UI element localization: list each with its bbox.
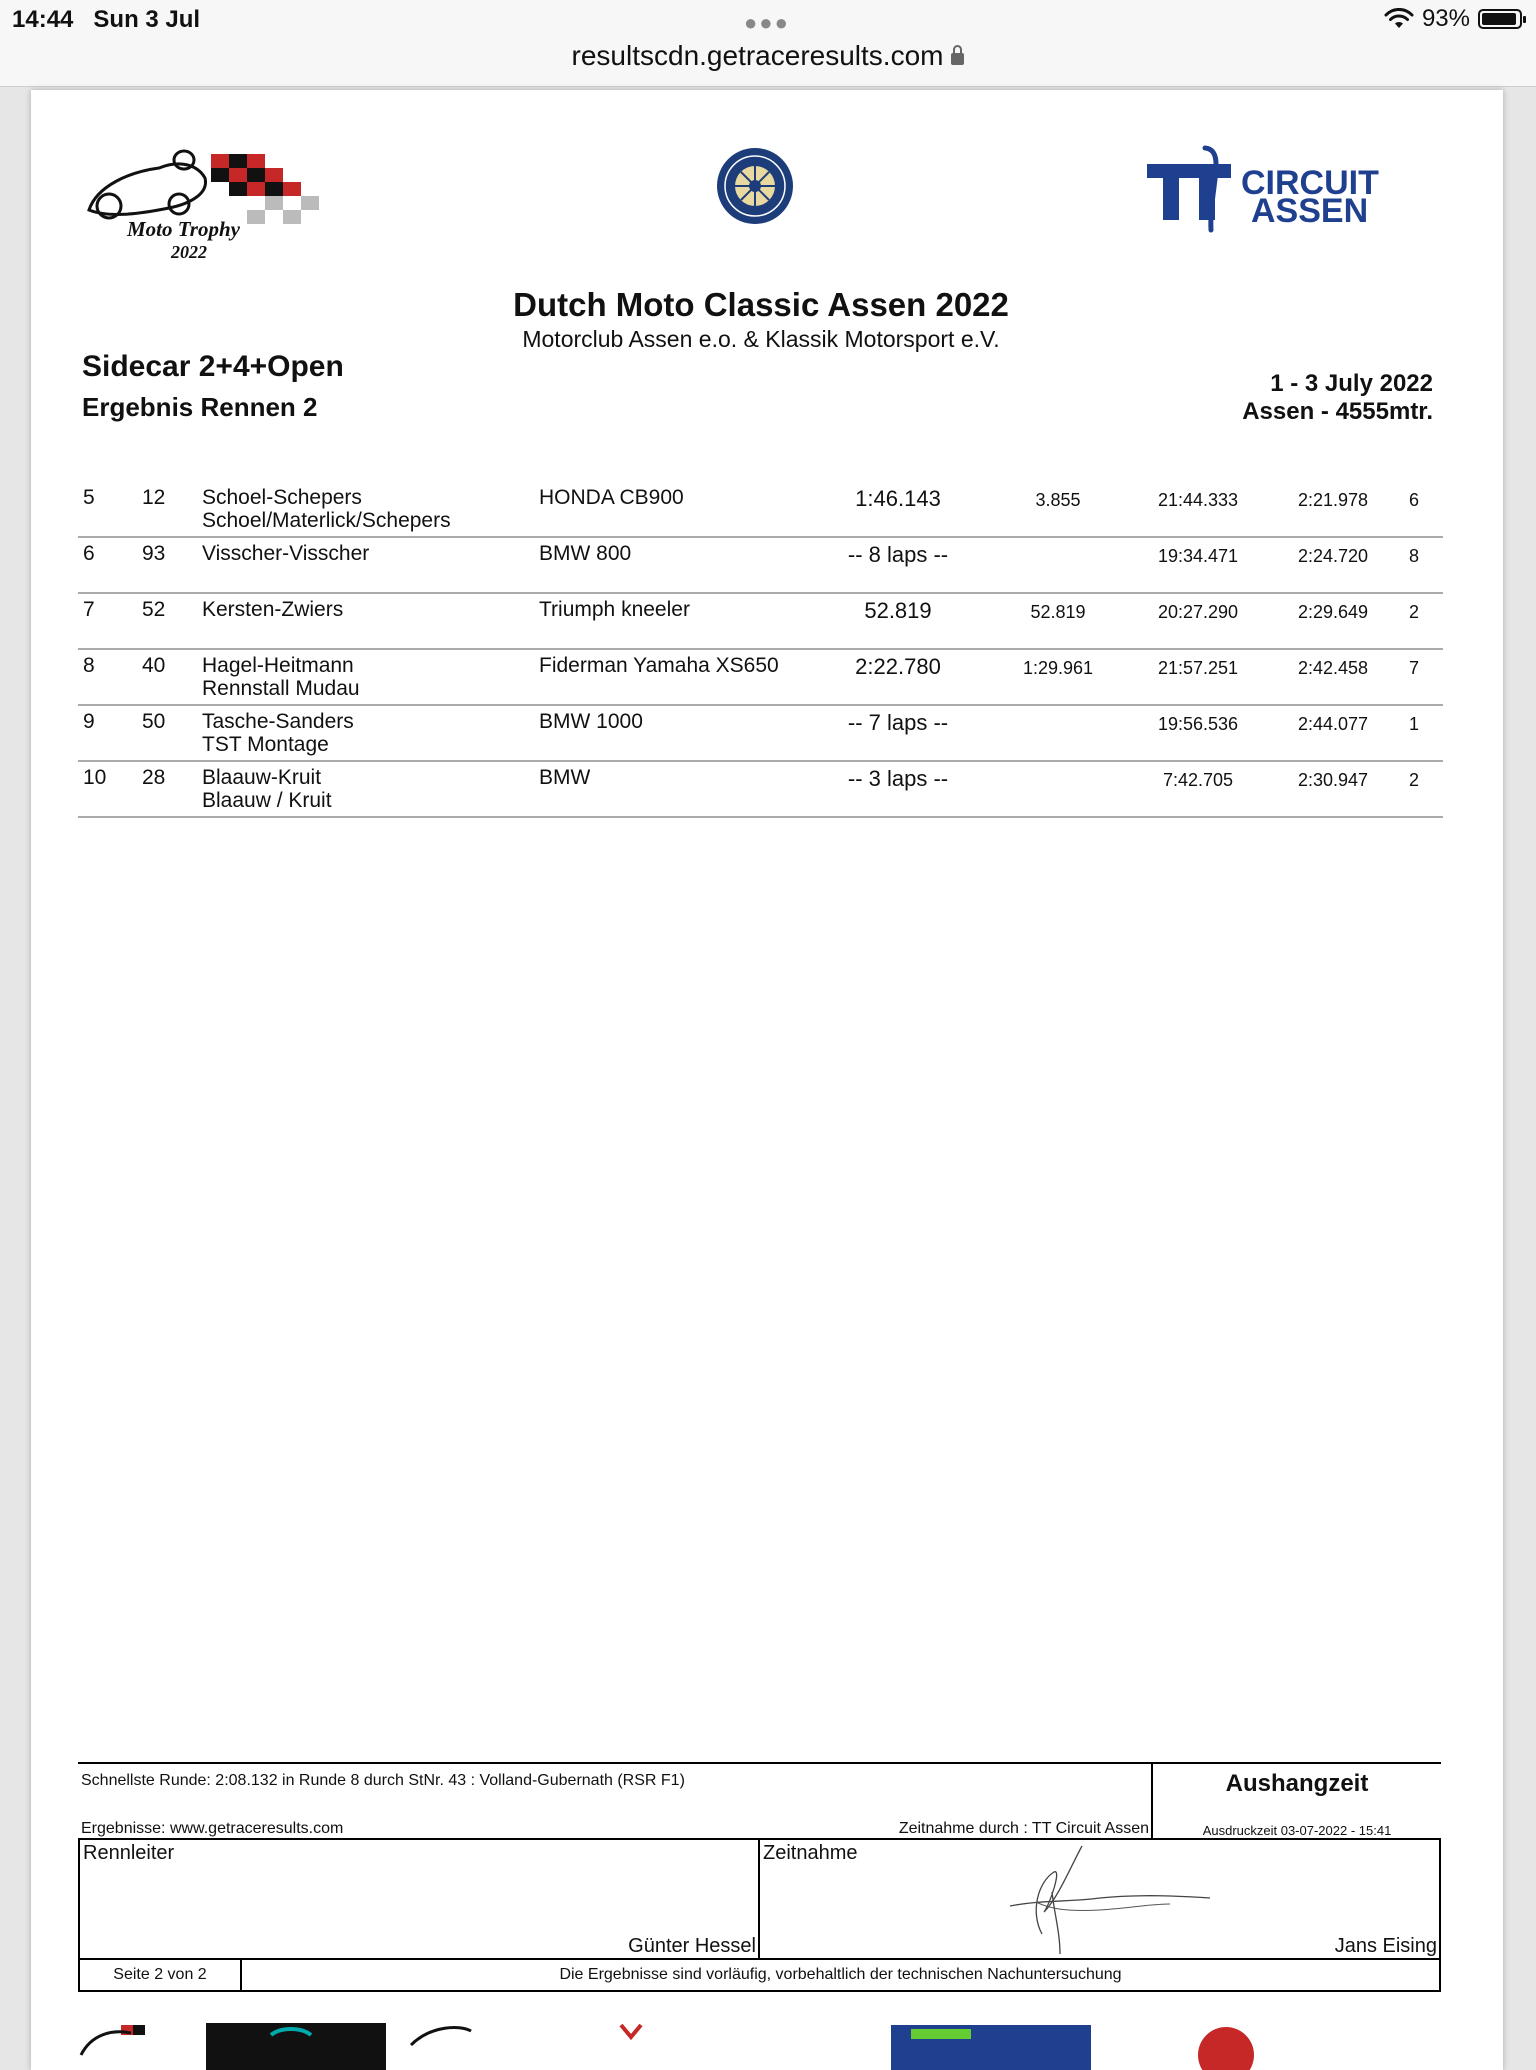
moto-trophy-logo (79, 138, 339, 268)
results-table (78, 482, 1443, 818)
team-name: TST Montage (202, 733, 329, 756)
total-time: 7:42.705 (1162, 770, 1234, 790)
best-lap: 2:24.720 (1297, 546, 1369, 566)
best-lap-number: 2 (1408, 770, 1419, 790)
sheet-footer (78, 1762, 1441, 1992)
tt-circuit-assen-logo (1145, 144, 1435, 236)
assen-text: ASSEN (1251, 192, 1369, 230)
team-name: Blaauw / Kruit (202, 789, 332, 812)
moto-trophy-year: 2022 (171, 242, 207, 262)
result-sheet (31, 90, 1503, 2070)
posting-time-box (1151, 1764, 1441, 1838)
sponsor-logo-round (1198, 2027, 1254, 2070)
results-website: Ergebnisse: www.getraceresults.com (81, 1820, 344, 1837)
timekeeper-name: Jans Eising (1334, 1935, 1437, 1957)
print-time: Ausdruckzeit 03-07-2022 - 15:41 (1202, 1823, 1392, 1838)
rider-names: Schoel-Schepers Schoel/Materlick/Schepers (202, 486, 451, 532)
timing-box (760, 1840, 1439, 1958)
race-time: -- 8 laps -- (847, 542, 949, 567)
provisional-note: Die Ergebnisse sind vorläufig, vorbehaltlich der technischen Nachuntersuchung (559, 1966, 1122, 1983)
best-lap-number: 7 (1408, 658, 1419, 678)
best-lap: 2:44.077 (1297, 714, 1369, 734)
best-lap: 2:29.649 (1297, 602, 1369, 622)
timing-provider: Zeitnahme durch : TT Circuit Assen (898, 1820, 1149, 1837)
gap: 52.819 (1030, 602, 1086, 622)
best-lap-number: 1 (1408, 714, 1419, 734)
race-time: 1:46.143 (855, 486, 941, 511)
total-time: 20:27.290 (1157, 602, 1239, 622)
rider-names: Visscher-Visscher (202, 542, 370, 565)
table-row (78, 706, 1443, 762)
gap: 1:29.961 (1022, 658, 1094, 678)
race-director-label: Rennleiter (83, 1842, 175, 1864)
team-name: Schoel/Materlick/Schepers (202, 509, 451, 532)
posting-time-title: Aushangzeit (1225, 1770, 1369, 1797)
status-date: Sun 3 Jul (93, 6, 201, 33)
machine: HONDA CB900 (539, 486, 684, 509)
page-indicator: Seite 2 von 2 (80, 1960, 242, 1990)
start-number: 93 (142, 542, 166, 565)
race-time: 2:22.780 (855, 654, 941, 679)
table-row (78, 762, 1443, 818)
moto-trophy-text: Moto Trophy (127, 217, 240, 241)
race-time: -- 7 laps -- (847, 710, 949, 735)
machine: Triumph kneeler (539, 598, 690, 621)
footer-bottom (78, 1960, 1441, 1992)
best-lap: 2:42.458 (1297, 658, 1369, 678)
circuit-text: CIRCUIT (1241, 164, 1379, 202)
total-time: 21:57.251 (1157, 658, 1239, 678)
lock-icon (951, 53, 964, 65)
moto-trophy-small-logo (81, 2025, 145, 2055)
total-time: 21:44.333 (1157, 490, 1239, 510)
status-time: 14:44 Sun 3 Jul (12, 6, 201, 33)
position: 7 (83, 598, 95, 621)
url-text: resultscdn.getraceresults.com (571, 40, 944, 71)
sponsor-logo-red (621, 2025, 641, 2037)
rider-names: Hagel-Heitmann Rennstall Mudau (202, 654, 360, 700)
best-lap-number: 8 (1408, 546, 1419, 566)
best-lap: 2:30.947 (1297, 770, 1369, 790)
footer-info (78, 1762, 1441, 1838)
machine: Fiderman Yamaha XS650 (539, 654, 779, 677)
position: 10 (83, 766, 107, 789)
best-lap-number: 6 (1408, 490, 1419, 510)
sponsor-logos (31, 2015, 1503, 2070)
total-time: 19:34.471 (1157, 546, 1239, 566)
gap: 3.855 (1035, 490, 1081, 510)
total-time: 19:56.536 (1157, 714, 1239, 734)
battery-percent: 93% (1421, 5, 1470, 32)
signature (980, 1842, 1220, 1954)
timing-label: Zeitnahme (763, 1842, 858, 1864)
machine: BMW (539, 766, 591, 789)
start-number: 28 (142, 766, 166, 789)
race-director-name: Günter Hessel (628, 1935, 756, 1957)
fastest-lap: Schnellste Runde: 2:08.132 in Runde 8 durch StNr. 43 : Volland-Gubernath (RSR F1) (81, 1772, 685, 1789)
result-heading: Ergebnis Rennen 2 (82, 392, 318, 422)
position: 9 (83, 710, 95, 733)
signature-block (78, 1838, 1441, 1960)
position: 6 (83, 542, 95, 565)
table-row (78, 594, 1443, 650)
table-row (78, 538, 1443, 594)
start-number: 12 (142, 486, 166, 509)
rider-names: Blaauw-Kruit Blaauw / Kruit (202, 766, 332, 812)
position: 8 (83, 654, 95, 677)
race-class: Sidecar 2+4+Open (82, 350, 344, 383)
best-lap: 2:21.978 (1297, 490, 1369, 510)
table-row (78, 482, 1443, 538)
race-director-box (80, 1840, 760, 1958)
machine: BMW 800 (539, 542, 632, 565)
machine: BMW 1000 (539, 710, 643, 733)
position: 5 (83, 486, 95, 509)
wifi-icon (1384, 8, 1414, 30)
organizer-subtitle: Motorclub Assen e.o. & Klassik Motorsport e.V. (522, 326, 1000, 352)
address-bar[interactable] (0, 40, 1536, 72)
rider-names: Kersten-Zwiers (202, 598, 344, 621)
table-row (78, 650, 1443, 706)
event-dates: 1 - 3 July 2022 (1270, 370, 1433, 397)
start-number: 40 (142, 654, 166, 677)
rider-names: Tasche-Sanders TST Montage (202, 710, 354, 756)
best-lap-number: 2 (1408, 602, 1419, 622)
battery-icon (1478, 9, 1522, 29)
event-location: Assen - 4555mtr. (1242, 398, 1433, 425)
status-indicators (1384, 5, 1522, 33)
start-number: 52 (142, 598, 166, 621)
start-number: 50 (142, 710, 166, 733)
more-options-icon[interactable]: ●●● (744, 10, 790, 35)
motorclub-emblem (715, 146, 795, 226)
sponsor-logo-swoosh (411, 2028, 471, 2045)
event-title: Dutch Moto Classic Assen 2022 (513, 286, 1009, 323)
race-time: 52.819 (864, 598, 932, 623)
status-bar (0, 0, 1536, 87)
team-name: Rennstall Mudau (202, 677, 360, 700)
race-time: -- 3 laps -- (847, 766, 949, 791)
